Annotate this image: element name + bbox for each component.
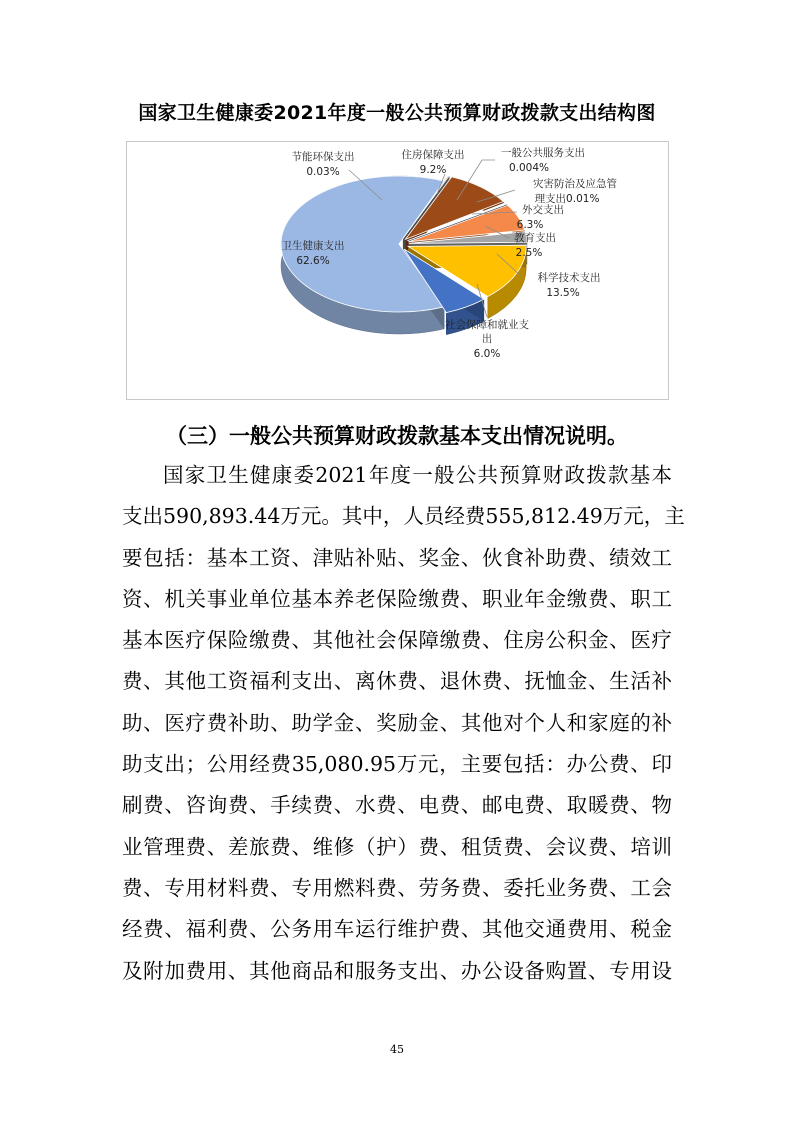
label-foreign-pct: 6.3% xyxy=(516,219,544,231)
pie-chart-frame xyxy=(126,141,669,400)
paragraph-line: 刷费、咨询费、手续费、水费、电费、邮电费、取暖费、物 xyxy=(122,793,672,818)
paragraph-line: 助、医疗费补助、助学金、奖励金、其他对个人和家庭的补 xyxy=(122,710,672,735)
section-heading: （三）一般公共预算财政拨款基本支出情况说明。 xyxy=(166,423,628,448)
label-foreign-name: 外交支出 xyxy=(522,204,564,216)
paragraph-line: 国家卫生健康委2021年度一般公共预算财政拨款基本 xyxy=(163,463,672,487)
label-disaster-line1: 灾害防治及应急管 xyxy=(533,178,617,190)
label-disaster-line2: 理支出0.01% xyxy=(534,193,600,205)
label-education-name: 教育支出 xyxy=(514,232,556,244)
label-social-line2: 出 xyxy=(481,333,493,345)
body-paragraph xyxy=(122,455,685,992)
label-health-name: 卫生健康支出 xyxy=(281,240,345,252)
label-science-pct: 13.5% xyxy=(546,287,580,299)
paragraph-line: 基本医疗保险缴费、其他社会保障缴费、住房公积金、医疗 xyxy=(122,628,672,653)
label-education-pct: 2.5% xyxy=(515,247,543,259)
paragraph-line: 费、专用材料费、专用燃料费、劳务费、委托业务费、工会 xyxy=(122,875,672,900)
paragraph-line: 助支出；公用经费35,080.95万元，主要包括：办公费、印 xyxy=(122,752,672,777)
paragraph-line: 要包括：基本工资、津贴补贴、奖金、伙食补助费、绩效工 xyxy=(122,545,672,570)
paragraph-line: 支出590,893.44万元。其中，人员经费555,812.49万元，主 xyxy=(122,504,685,529)
pie-chart xyxy=(127,142,668,399)
paragraph-line: 资、机关事业单位基本养老保险缴费、职业年金缴费、职工 xyxy=(122,586,672,611)
paragraph-line: 费、其他工资福利支出、离休费、退休费、抚恤金、生活补 xyxy=(122,669,672,694)
paragraph-line: 及附加费用、其他商品和服务支出、办公设备购置、专用设 xyxy=(122,958,672,983)
paragraph-line: 业管理费、差旅费、维修（护）费、租赁费、会议费、培训 xyxy=(122,834,672,859)
label-energy-pct: 0.03% xyxy=(306,166,340,178)
label-housing-pct: 9.2% xyxy=(419,164,447,176)
label-general-pct: 0.004% xyxy=(508,162,550,174)
label-health-pct: 62.6% xyxy=(296,255,330,267)
label-general-name: 一般公共服务支出 xyxy=(501,147,585,159)
paragraph-line: 经费、福利费、公务用车运行维护费、其他交通费用、税金 xyxy=(122,917,672,942)
label-energy-name: 节能环保支出 xyxy=(291,151,355,163)
label-science-name: 科学技术支出 xyxy=(537,272,601,284)
chart-title: 国家卫生健康委2021年度一般公共预算财政拨款支出结构图 xyxy=(138,102,656,124)
page-number: 45 xyxy=(390,1043,404,1056)
label-housing-name: 住房保障支出 xyxy=(401,149,465,161)
label-social-line1: 社会保障和就业支 xyxy=(445,319,529,331)
label-social-pct: 6.0% xyxy=(473,348,501,360)
